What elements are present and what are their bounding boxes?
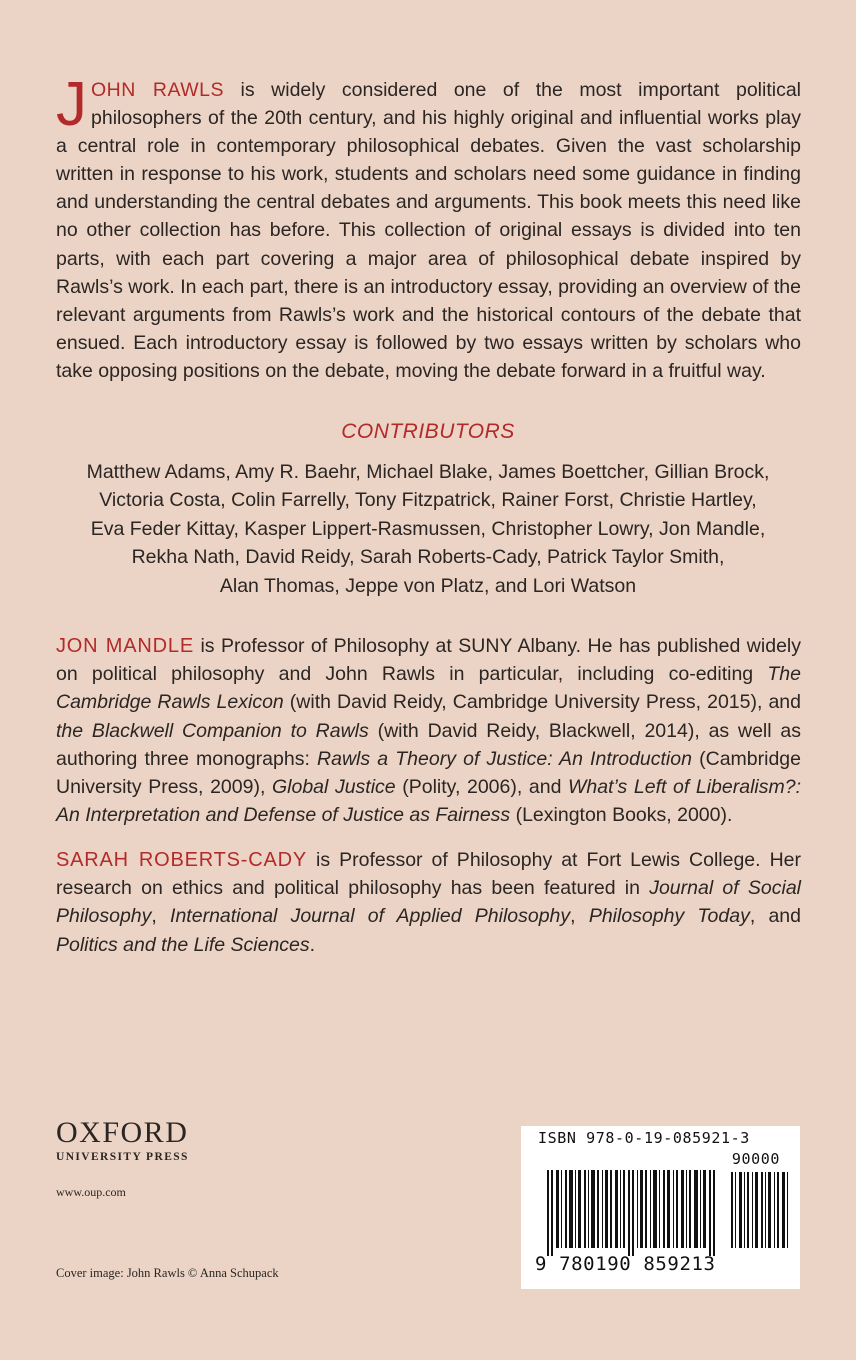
contributors-line: Matthew Adams, Amy R. Baehr, Michael Blake, James Boettcher, Gillian Brock, [86,461,770,483]
description-text: is widely considered one of the most important political philosophers of the 20th century, and his highly original and influential works play a central role in contemporary philosophical debates. Given the vast scholarship written in response to his work, students and scholars need some guidance in finding and understanding the central debates and arguments. This book meets this need like no other collection has before. This collection of original essays is divided into ten parts, with each part covering a major area of philosophical debate inspired by Rawls’s work. In each part, there is an introductory essay, providing an overview of the relevant arguments from Rawls’s work and the historical contours of the debate that ensued. Each introductory essay is followed by two essays written by scholars who take opposing positions on the debate, moving the debate forward in a fruitful way. [56,79,801,382]
bio-text: (Polity, 2006), and [395,776,569,799]
bio-sarah-roberts-cady [56,846,801,959]
author-name: JON MANDLE [56,635,194,657]
bio-text: is Professor of Philosophy at SUNY Albany. He has published widely on political philosophy and John Rawls in particular, including co-editing [56,635,801,686]
contributors-list [60,458,796,600]
journal-title: Journal of Social Philosophy [56,877,802,928]
bio-text: (with David Reidy, Blackwell, 2014), as well as authoring three monographs: [56,719,801,770]
barcode-digits: 9 780190 859213 [535,1253,716,1275]
contributors-heading: CONTRIBUTORS [341,420,515,443]
lead-name: OHN RAWLS [91,79,224,101]
publisher-logo [56,1117,189,1163]
price-code-label: 90000 [731,1150,780,1168]
contributors-line: Victoria Costa, Colin Farrelly, Tony Fitzpatrick, Rainer Forst, Christie Hartley, [99,489,757,512]
book-title: Rawls a Theory of Justice: An Introduction [317,747,692,770]
bio-text: , [570,905,589,928]
journal-title: International Journal of Applied Philosophy [170,905,571,928]
barcode-panel [521,1126,800,1289]
isbn-label: ISBN 978-0-19-085921-3 [538,1129,750,1147]
publisher-subtitle: UNIVERSITY PRESS [56,1151,189,1163]
price-barcode [731,1172,789,1248]
bio-text: (Cambridge University Press, 2009), [56,747,801,799]
journal-title: Philosophy Today [588,905,750,928]
bio-text: is Professor of Philosophy at Fort Lewis College. Her research on ethics and political philosophy has been featured in [56,849,801,900]
bio-text: . [309,933,316,956]
publisher-name: OXFORD [56,1116,189,1149]
description-paragraph [56,70,801,385]
bio-jon-mandle [56,632,801,829]
book-title: What’s Left of Liberalism?: An Interpretation and Defense of Justice as Fairness [56,776,801,827]
author-name: SARAH ROBERTS-CADY [56,849,307,871]
drop-cap: J [56,70,87,139]
book-title: the Blackwell Companion to Rawls [56,719,369,742]
contributors-line: Rekha Nath, David Reidy, Sarah Roberts-Cady, Patrick Taylor Smith, [131,546,725,569]
book-title: Global Justice [271,776,396,799]
bio-text: , and [749,905,801,928]
contributors-line: Alan Thomas, Jeppe von Platz, and Lori Watson [219,574,637,597]
contributors-line: Eva Feder Kittay, Kasper Lippert-Rasmussen, Christopher Lowry, Jon Mandle, [90,517,766,540]
bio-text: (Lexington Books, 2000). [510,804,733,827]
ean-barcode [547,1170,727,1256]
bio-text: , [151,905,171,928]
publisher-url[interactable]: www.oup.com [56,1185,126,1199]
cover-credit: Cover image: John Rawls © Anna Schupack [56,1266,279,1280]
bio-text: (with David Reidy, Cambridge University Press, 2015), and [283,691,801,714]
journal-title: Politics and the Life Sciences [56,933,310,956]
book-title: The Cambridge Rawls Lexicon [56,663,801,714]
